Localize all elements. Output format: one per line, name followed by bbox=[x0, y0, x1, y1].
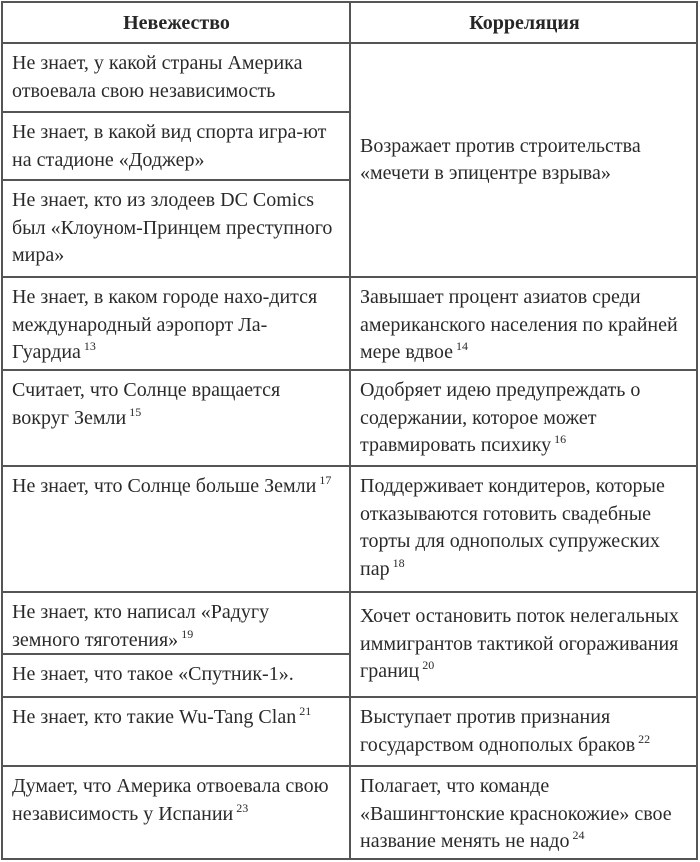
cell-text-body: Хочет остановить поток нелегальных иммигрантов тактикой огораживания границ bbox=[360, 605, 679, 683]
cell-ignorance bbox=[3, 593, 349, 653]
cell-correlation bbox=[351, 467, 697, 591]
cell-correlation bbox=[351, 44, 697, 276]
cell-ignorance bbox=[3, 467, 349, 591]
cell-ignorance bbox=[3, 44, 349, 111]
footnote-ref: 15 bbox=[129, 404, 142, 419]
cell-text: Полагает, что команде «Вашингтонские краснокожие» свое название менять не надо bbox=[360, 775, 672, 852]
cell-text: Выступает против признания государством однополых браков bbox=[360, 706, 636, 756]
footnote-ref: 16 bbox=[554, 432, 567, 446]
cell-correlation bbox=[351, 698, 697, 765]
footnote-ref: 17 bbox=[319, 473, 332, 487]
cell-text: Возражает против строительства «мечети в эпицентре взрыва» bbox=[360, 134, 641, 184]
cell-text: Не знает, кто написал «Радугу земного тяготения» bbox=[12, 601, 270, 651]
footnote-ref: 22 bbox=[638, 731, 651, 746]
cell-text: Считает, что Солнце вращается вокруг Земли bbox=[12, 379, 281, 429]
footnote-ref: 14 bbox=[455, 339, 468, 353]
header-label: Невежество bbox=[123, 11, 230, 34]
cell-text: Не знает, кто такие Wu-Tang Clan bbox=[12, 706, 297, 728]
cell-text: Не знает, кто из злодеев DC Comics был «Клоуном-Принцем преступного мира» bbox=[12, 189, 333, 266]
cell-text: Завышает процент азиатов среди американского населения по крайней мере вдвое bbox=[360, 286, 678, 363]
header-ignorance bbox=[3, 3, 350, 43]
cell-ignorance bbox=[3, 181, 349, 276]
cell-ignorance bbox=[3, 371, 349, 465]
cell-text: Не знает, что такое «Спутник-1». bbox=[12, 663, 294, 685]
cell-correlation bbox=[351, 371, 697, 465]
cell-ignorance bbox=[3, 698, 349, 765]
cell-text: Поддерживает кондитеров, которые отказываются готовить свадебные торты для однополых супружеских пар bbox=[360, 475, 665, 580]
cell-ignorance bbox=[3, 278, 349, 369]
footnote-ref: 18 bbox=[392, 555, 405, 570]
cell-ignorance bbox=[3, 767, 349, 859]
cell-text: Не знает, что Солнце больше Земли bbox=[12, 475, 317, 497]
cell-correlation bbox=[351, 593, 697, 696]
cell-text bbox=[360, 603, 688, 686]
cell-text: Не знает, в какой вид спорта игра-ют на стадионе «Доджер» bbox=[12, 121, 327, 171]
footnote-ref: 19 bbox=[181, 626, 194, 641]
footnote-ref: 13 bbox=[83, 339, 96, 353]
cell-text: Думает, что Америка отвоевала свою независимость у Испании bbox=[12, 775, 329, 825]
footnote-ref: 20 bbox=[422, 658, 435, 673]
header-correlation bbox=[352, 3, 697, 43]
footnote-ref: 23 bbox=[236, 800, 249, 815]
header-label: Корреляция bbox=[469, 11, 580, 34]
cell-correlation bbox=[351, 767, 697, 859]
cell-ignorance bbox=[3, 113, 349, 179]
cell-ignorance bbox=[3, 655, 349, 696]
footnote-ref: 21 bbox=[299, 704, 312, 718]
cell-correlation bbox=[351, 278, 697, 369]
footnote-ref: 24 bbox=[572, 828, 585, 842]
cell-text: Одобряет идею предупреждать о содержании, которое может травмировать психику bbox=[360, 379, 641, 456]
cell-text: Не знает, в каком городе нахо-дится международный аэропорт Ла-Гуардиа bbox=[12, 286, 318, 363]
cell-text: Не знает, у какой страны Америка отвоевала свою независимость bbox=[12, 52, 303, 102]
